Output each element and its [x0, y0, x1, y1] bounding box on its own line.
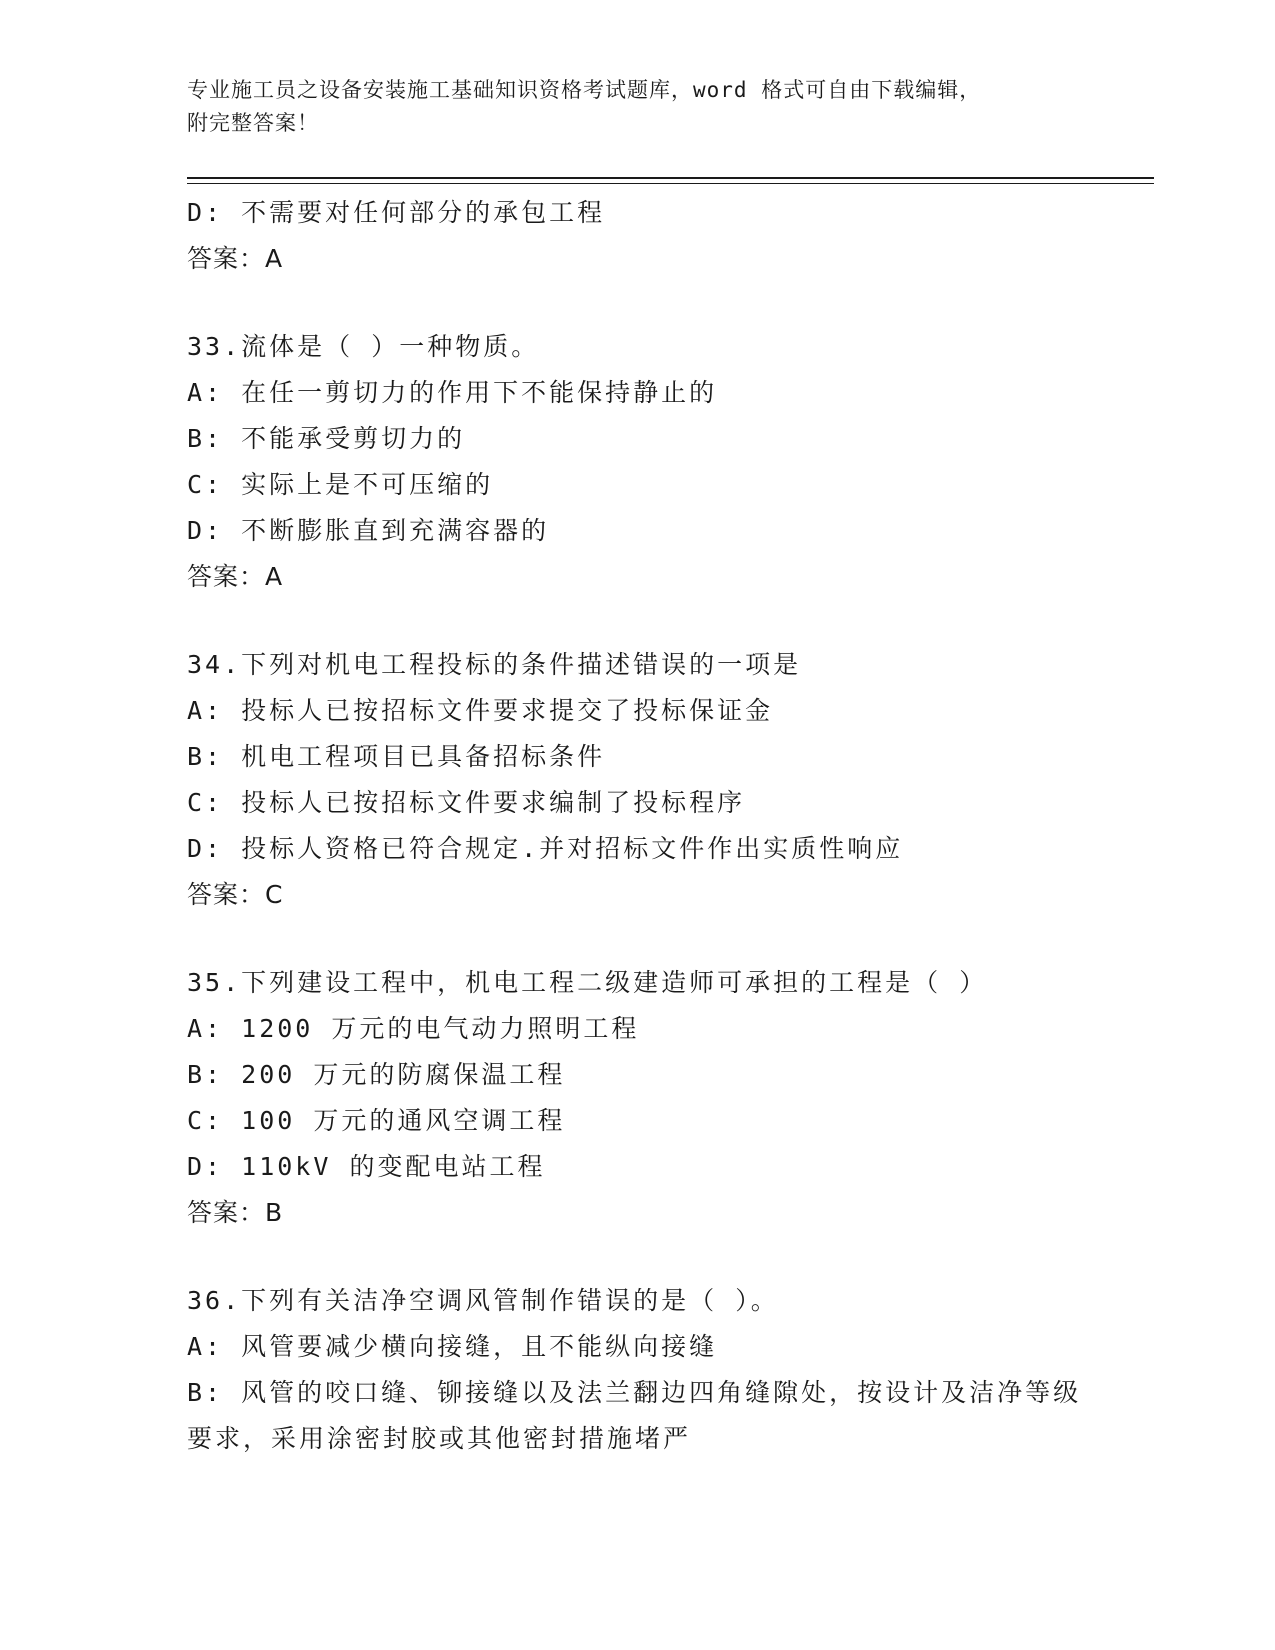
document-header — [187, 74, 1087, 140]
option-a: A: 投标人已按招标文件要求提交了投标保证金 — [187, 696, 774, 725]
question-text: 35.下列建设工程中，机电工程二级建造师可承担的工程是（ ） — [187, 968, 988, 997]
question-text: 34.下列对机电工程投标的条件描述错误的一项是 — [187, 650, 802, 679]
header-line-1: 专业施工员之设备安装施工基础知识资格考试题库，word 格式可自由下载编辑， — [187, 78, 982, 102]
spacer — [187, 282, 1087, 324]
option-d: D: 投标人资格已符合规定.并对招标文件作出实质性响应 — [187, 834, 904, 863]
option-a: A: 1200 万元的电气动力照明工程 — [187, 1014, 640, 1043]
question-text: 36.下列有关洁净空调风管制作错误的是（ ）。 — [187, 1286, 779, 1315]
header-line-2: 附完整答案！ — [187, 111, 319, 135]
option-b: B: 风管的咬口缝、铆接缝以及法兰翻边四角缝隙处，按设计及洁净等级要求，采用涂密封胶或其他密封措施堵严 — [187, 1378, 1082, 1453]
answer: 答案：A — [187, 562, 284, 591]
option-c: C: 实际上是不可压缩的 — [187, 470, 494, 499]
option-a: A: 在任一剪切力的作用下不能保持静止的 — [187, 378, 718, 407]
option-c: C: 投标人已按招标文件要求编制了投标程序 — [187, 788, 746, 817]
answer: 答案：B — [187, 1198, 284, 1227]
option-b: B: 200 万元的防腐保温工程 — [187, 1060, 566, 1089]
spacer — [187, 1236, 1087, 1278]
answer: 答案：A — [187, 244, 284, 273]
question-35 — [187, 960, 1087, 1236]
option-b: B: 不能承受剪切力的 — [187, 424, 466, 453]
option-b: B: 机电工程项目已具备招标条件 — [187, 742, 606, 771]
option-d: D: 不需要对任何部分的承包工程 — [187, 198, 606, 227]
option-d: D: 110kV 的变配电站工程 — [187, 1152, 546, 1181]
option-d: D: 不断膨胀直到充满容器的 — [187, 516, 550, 545]
question-list — [187, 190, 1087, 1462]
header-divider-thick — [187, 177, 1154, 179]
question-34 — [187, 642, 1087, 918]
question-36 — [187, 1278, 1087, 1462]
question-text: 33.流体是（ ）一种物质。 — [187, 332, 540, 361]
header-divider-thin — [187, 183, 1154, 184]
question-33 — [187, 324, 1087, 600]
option-c: C: 100 万元的通风空调工程 — [187, 1106, 566, 1135]
spacer — [187, 600, 1087, 642]
spacer — [187, 918, 1087, 960]
option-a: A: 风管要减少横向接缝，且不能纵向接缝 — [187, 1332, 718, 1361]
answer: 答案：C — [187, 880, 284, 909]
